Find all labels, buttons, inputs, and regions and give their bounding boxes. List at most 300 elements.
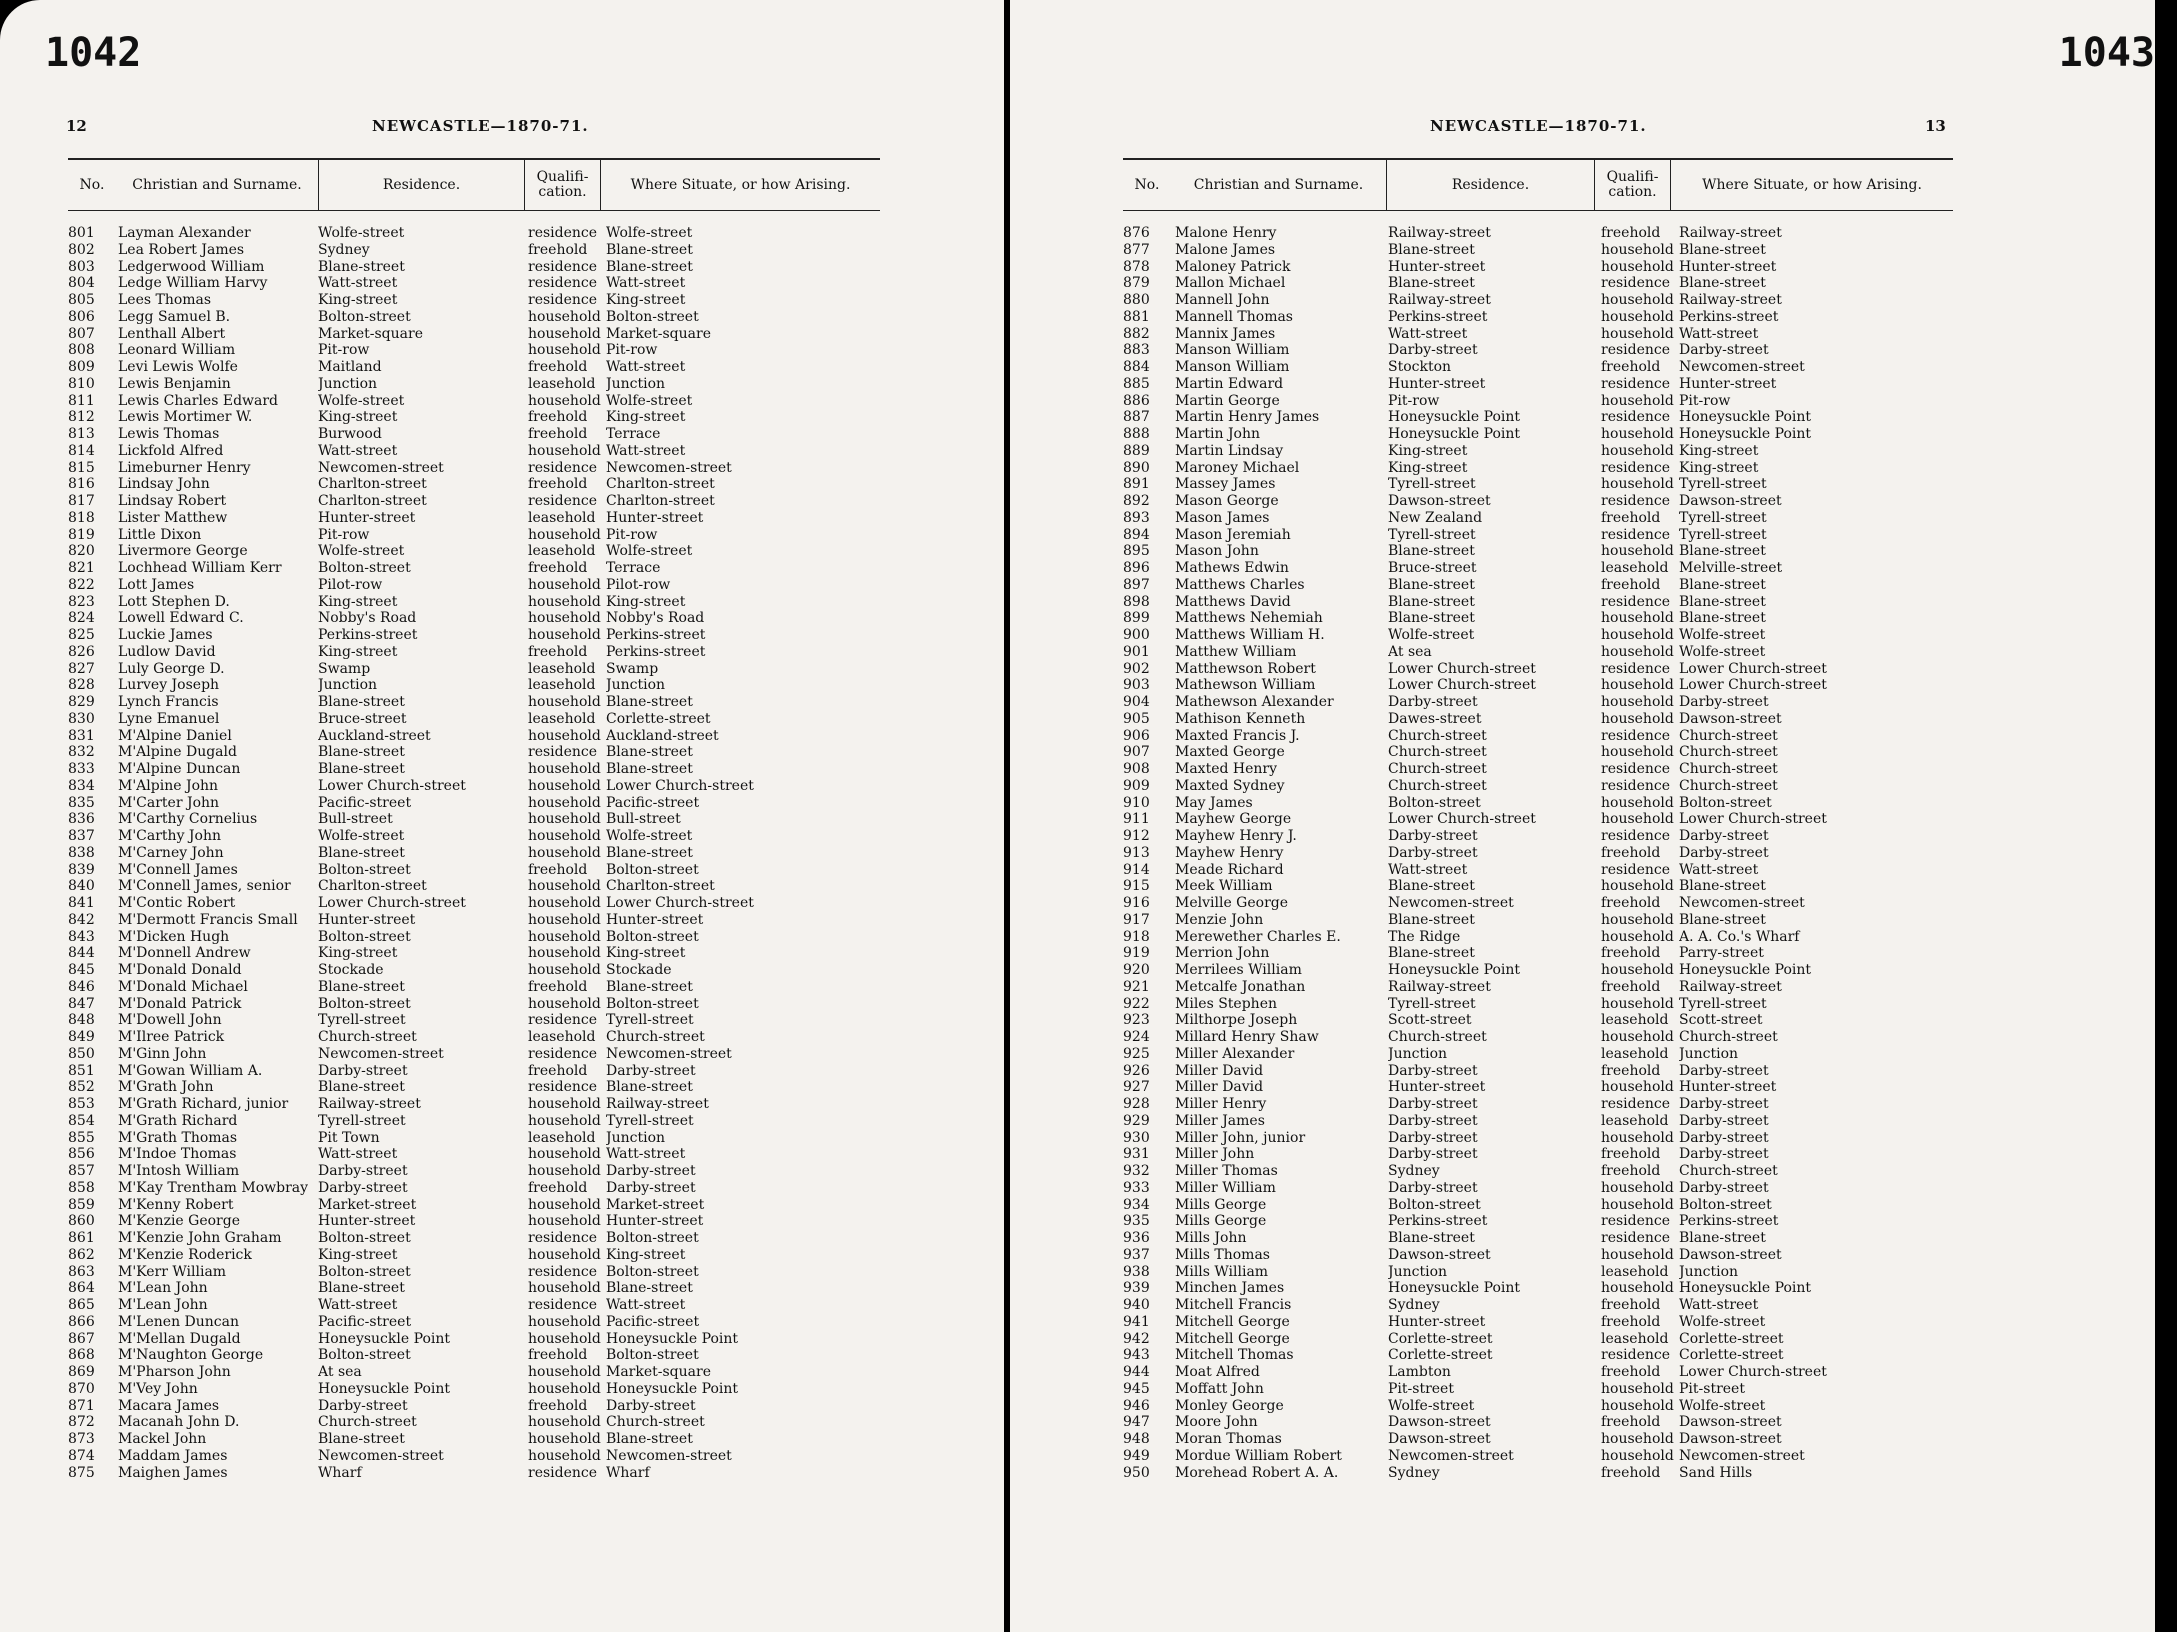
table-row [68,426,880,443]
qualification: household [528,392,601,409]
where-situate: Tyrell-street [1679,526,1767,543]
qualification: household [1601,1447,1674,1464]
voter-name: Miller James [1175,1112,1265,1129]
voter-name: Mitchell Francis [1175,1297,1292,1313]
residence: Dawson-street [1388,1414,1491,1431]
where-situate: Pacific-street [606,1313,700,1330]
table-row [68,1431,880,1448]
residence: Hunter-street [1388,1079,1486,1096]
voter-name: Lewis Charles Edward [118,392,279,409]
where-situate: Watt-street [606,442,686,459]
qualification: freehold [528,476,588,493]
row-number: 932 [1123,1163,1150,1179]
qualification: household [1601,744,1674,761]
voter-name: Maxted Henry [1175,761,1278,777]
qualification: household [528,811,601,828]
where-situate: Charlton-street [606,476,715,493]
voter-name: Martin John [1175,426,1261,442]
voter-name: Ludlow David [118,643,216,660]
residence: Darby-street [1388,342,1478,359]
table-row [1123,1364,1953,1381]
voter-name: Mannell Thomas [1175,308,1293,325]
residence: Scott-street [1388,1012,1472,1029]
where-situate: Blane-street [1679,275,1766,292]
voter-name: M'Grath Richard, junior [118,1096,289,1112]
row-number: 938 [1123,1263,1150,1280]
table-row [1123,476,1953,493]
voter-name: M'Carthy Cornelius [118,811,258,828]
residence: Blane-street [1388,1230,1475,1246]
table-row [68,1398,880,1415]
row-number: 834 [68,777,95,794]
residence: Dawson-street [1388,1246,1491,1263]
where-situate: Darby-street [606,1179,696,1196]
where-situate: Pilot-row [606,576,671,593]
qualification: freehold [1601,576,1661,593]
residence: New Zealand [1388,509,1483,526]
where-situate: Church-street [1679,777,1778,794]
where-situate: Scott-street [1679,1012,1763,1029]
row-number: 817 [68,493,95,509]
residence: Wolfe-street [318,828,405,844]
qualification: residence [528,1012,598,1029]
qualification: household [528,342,601,359]
table-row [68,309,880,326]
row-number: 866 [68,1313,95,1330]
qualification: household [1601,543,1674,560]
qualification: freehold [528,1347,588,1364]
where-situate: Darby-street [606,1062,696,1079]
residence: Wolfe-street [318,543,405,560]
voter-name: M'Kenny Robert [118,1196,234,1213]
table-row [68,1264,880,1281]
residence: Newcomen-street [1388,1447,1514,1464]
table-row [68,1197,880,1214]
table-row [68,1230,880,1247]
table-row [1123,1096,1953,1113]
residence: Church-street [1388,727,1487,744]
where-situate: Railway-street [1679,292,1782,308]
residence: Darby-street [1388,844,1478,861]
where-situate: Wolfe-street [606,543,693,560]
row-number: 944 [1123,1364,1150,1380]
residence: Church-street [1388,744,1487,761]
voter-name: Moran Thomas [1175,1431,1282,1447]
residence: Market-square [318,325,423,342]
where-situate: Parry-street [1679,945,1764,962]
qualification: freehold [1601,509,1661,526]
row-number: 857 [68,1163,95,1179]
qualification: freehold [528,426,588,442]
row-number: 915 [1123,878,1150,895]
where-situate: King-street [606,945,686,962]
qualification: freehold [1601,1062,1661,1079]
voter-name: Miller David [1175,1062,1264,1079]
table-row [68,1247,880,1264]
row-number: 931 [1123,1146,1150,1163]
voter-table [68,158,880,1481]
voter-name: M'Contic Robert [118,895,236,911]
row-number: 894 [1123,526,1150,543]
row-number: 810 [68,375,95,392]
table-row [68,342,880,359]
row-number: 863 [68,1263,95,1280]
residence: Maitland [318,359,382,375]
table-row [68,1314,880,1331]
residence: Pit-row [1388,392,1440,409]
where-situate: Church-street [1679,1029,1778,1045]
where-situate: Lower Church-street [1679,811,1827,828]
residence: King-street [318,409,398,426]
table-row [1123,627,1953,644]
voter-name: Miller John [1175,1146,1255,1163]
where-situate: Honeysuckle Point [606,1380,738,1397]
row-number: 946 [1123,1397,1150,1414]
voter-name: M'Donald Patrick [118,995,242,1012]
where-situate: Auckland-street [606,727,719,744]
where-situate: Newcomen-street [606,459,732,476]
voter-table [1123,158,1953,1481]
row-number: 873 [68,1431,95,1447]
table-row [68,577,880,594]
residence: Blane-street [1388,945,1475,962]
voter-name: Lyne Emanuel [118,710,220,727]
where-situate: Blane-street [1679,593,1766,610]
qualification: leasehold [528,710,596,727]
residence: Railway-street [1388,225,1491,241]
where-situate: Watt-street [1679,1297,1759,1313]
qualification: household [1601,962,1674,978]
residence: Newcomen-street [318,1447,444,1464]
voter-name: Leonard William [118,342,236,359]
row-number: 893 [1123,509,1150,526]
page-title: NEWCASTLE—1870-71. [1430,117,1647,135]
voter-name: Miller David [1175,1079,1264,1096]
voter-name: Monley George [1175,1397,1284,1414]
where-situate: Corlette-street [606,710,711,727]
row-number: 900 [1123,627,1150,643]
where-situate: Blane-street [606,241,693,258]
qualification: household [1601,643,1674,660]
row-number: 882 [1123,325,1150,342]
qualification: household [1601,694,1674,710]
row-number: 925 [1123,1045,1150,1062]
residence: Blane-street [318,1280,405,1297]
table-row [68,1414,880,1431]
voter-name: Menzie John [1175,911,1264,928]
row-number: 846 [68,978,95,995]
qualification: freehold [528,409,588,426]
table-row [1123,979,1953,996]
folio-number: 1043 [2058,30,2155,76]
where-situate: Bolton-street [606,995,699,1012]
qualification: freehold [1601,1146,1661,1163]
row-number: 840 [68,878,95,895]
where-situate: Blane-street [606,1280,693,1297]
table-row [68,627,880,644]
voter-name: M'Dermott Francis Small [118,911,298,928]
voter-name: Mills John [1175,1230,1247,1246]
residence: Wolfe-street [1388,1397,1475,1414]
table-row [68,560,880,577]
qualification: residence [528,1079,598,1096]
table-row [68,761,880,778]
qualification: residence [528,459,598,476]
residence: Hunter-street [318,1213,416,1230]
row-number: 937 [1123,1246,1150,1263]
where-situate: Charlton-street [606,493,715,509]
qualification: household [1601,878,1674,895]
residence: Honeysuckle Point [1388,409,1520,426]
qualification: residence [1601,777,1671,794]
table-row [1123,510,1953,527]
row-number: 910 [1123,794,1150,811]
row-number: 819 [68,526,95,543]
row-number: 841 [68,895,95,911]
qualification: freehold [1601,844,1661,861]
row-number: 890 [1123,459,1150,476]
residence: Darby-street [318,1397,408,1414]
row-number: 913 [1123,844,1150,861]
residence: Railway-street [318,1096,421,1112]
residence: At sea [1388,643,1432,660]
residence: Blane-street [318,744,405,761]
row-number: 920 [1123,962,1150,978]
where-situate: Market-street [606,1196,705,1213]
residence: Darby-street [1388,1062,1478,1079]
row-number: 878 [1123,258,1150,275]
residence: Perkins-street [1388,308,1488,325]
voter-name: Matthews David [1175,593,1291,610]
row-number: 855 [68,1129,95,1146]
voter-name: M'Ginn John [118,1045,207,1062]
voter-name: M'Alpine Daniel [118,727,232,744]
where-situate: Blane-street [606,744,693,761]
row-number: 838 [68,844,95,861]
table-row [68,409,880,426]
voter-name: M'Indoe Thomas [118,1146,237,1163]
row-number: 917 [1123,911,1150,928]
residence: Tyrell-street [1388,995,1476,1012]
row-number: 832 [68,744,95,761]
qualification: household [528,694,601,710]
residence: Hunter-street [1388,258,1486,275]
where-situate: Stockade [606,962,672,978]
table-row [1123,945,1953,962]
voter-name: Livermore George [118,543,248,560]
table-row [1123,1230,1953,1247]
table-row [68,292,880,309]
qualification: freehold [1601,1297,1661,1313]
residence: Bolton-street [318,928,411,945]
qualification: leasehold [1601,560,1669,576]
residence: Darby-street [1388,1112,1478,1129]
row-number: 948 [1123,1431,1150,1447]
table-row [1123,1163,1953,1180]
where-situate: Blane-street [1679,543,1766,560]
qualification: household [1601,308,1674,325]
where-situate: Watt-street [1679,325,1759,342]
table-row [1123,778,1953,795]
voter-name: Melville George [1175,895,1289,911]
where-situate: Tyrell-street [606,1112,694,1129]
residence: Tyrell-street [318,1012,406,1029]
qualification: residence [528,1045,598,1062]
qualification: household [528,911,601,928]
row-number: 813 [68,426,95,442]
table-row [1123,342,1953,359]
voter-name: M'Intosh William [118,1163,240,1179]
row-number: 898 [1123,593,1150,610]
qualification: residence [1601,1230,1671,1246]
row-number: 892 [1123,493,1150,509]
residence: Lower Church-street [1388,660,1536,677]
row-number: 871 [68,1397,95,1414]
row-number: 849 [68,1029,95,1045]
row-number: 940 [1123,1297,1150,1313]
qualification: freehold [1601,895,1661,911]
table-row [1123,694,1953,711]
row-number: 830 [68,710,95,727]
residence: Watt-street [318,1297,398,1313]
qualification: residence [1601,526,1671,543]
row-number: 883 [1123,342,1150,359]
table-row [68,259,880,276]
table-row [68,1096,880,1113]
voter-name: M'Donald Donald [118,962,242,978]
residence: Swamp [318,660,371,677]
qualification: household [528,1280,601,1297]
voter-name: Matthews William H. [1175,627,1325,643]
page-number: 12 [66,117,87,135]
qualification: residence [1601,861,1671,878]
voter-name: Mitchell Thomas [1175,1347,1294,1364]
voter-name: Mason Jeremiah [1175,526,1291,543]
residence: Blane-street [1388,593,1475,610]
row-number: 936 [1123,1230,1150,1246]
voter-name: Miller Henry [1175,1096,1267,1112]
voter-name: Little Dixon [118,526,202,543]
where-situate: Church-street [606,1029,705,1045]
voter-name: Merewether Charles E. [1175,928,1341,945]
qualification: residence [1601,727,1671,744]
where-situate: Watt-street [1679,861,1759,878]
where-situate: Corlette-street [1679,1347,1784,1364]
row-number: 845 [68,962,95,978]
voter-name: M'Alpine John [118,777,219,794]
voter-name: Mathewson William [1175,677,1316,694]
table-row [68,912,880,929]
table-row [1123,929,1953,946]
qualification: leasehold [528,509,596,526]
table-row [1123,1381,1953,1398]
residence: Darby-street [1388,1096,1478,1112]
voter-name: Minchen James [1175,1280,1285,1297]
table-row [68,460,880,477]
residence: Watt-street [318,275,398,292]
qualification: residence [1601,660,1671,677]
where-situate: Bolton-street [606,1230,699,1246]
residence: Bolton-street [318,560,411,576]
qualification: household [1601,1397,1674,1414]
qualification: household [528,593,601,610]
residence: Blane-street [1388,576,1475,593]
table-row [68,443,880,460]
residence: Bolton-street [1388,1196,1481,1213]
voter-name: M'Lean John [118,1280,208,1297]
row-number: 903 [1123,677,1150,694]
table-row [1123,1448,1953,1465]
table-row [1123,996,1953,1013]
qualification: freehold [528,1062,588,1079]
qualification: household [528,1096,601,1112]
qualification: freehold [1601,359,1661,375]
row-number: 891 [1123,476,1150,493]
voter-name: M'Vey John [118,1380,198,1397]
table-row [1123,560,1953,577]
voter-name: M'Dicken Hugh [118,928,230,945]
voter-name: May James [1175,794,1253,811]
qualification: residence [1601,375,1671,392]
row-number: 867 [68,1330,95,1347]
where-situate: Perkins-street [606,627,706,643]
qualification: residence [528,1263,598,1280]
row-number: 821 [68,560,95,576]
voter-name: Mills George [1175,1213,1267,1230]
table-row [68,225,880,242]
where-situate: Wolfe-street [1679,1313,1766,1330]
row-number: 935 [1123,1213,1150,1230]
where-situate: Hunter-street [606,1213,704,1230]
where-situate: King-street [606,409,686,426]
residence: Pit Town [318,1129,380,1146]
table-row [68,979,880,996]
row-number: 837 [68,828,95,844]
where-situate: King-street [1679,442,1759,459]
qualification: household [528,1146,601,1163]
where-situate: Lower Church-street [1679,1364,1827,1380]
table-row [68,895,880,912]
qualification: household [528,995,601,1012]
row-number: 865 [68,1297,95,1313]
table-row [1123,1113,1953,1130]
table-body [68,225,880,1481]
row-number: 929 [1123,1112,1150,1129]
voter-name: M'Kenzie Roderick [118,1246,252,1263]
qualification: household [1601,241,1674,258]
qualification: freehold [1601,1163,1661,1179]
residence: Tyrell-street [318,1112,406,1129]
residence: King-street [1388,459,1468,476]
residence: Market-street [318,1196,417,1213]
header-no: No. [1134,176,1160,193]
qualification: household [1601,1380,1674,1397]
qualification: freehold [528,241,588,258]
table-row [1123,1347,1953,1364]
table-row [1123,677,1953,694]
residence: Junction [318,677,378,694]
where-situate: Watt-street [606,1146,686,1163]
row-number: 912 [1123,828,1150,844]
where-situate: Watt-street [606,275,686,292]
residence: Darby-street [318,1179,408,1196]
folio-number: 1042 [45,30,142,76]
residence: Wolfe-street [318,392,405,409]
voter-name: M'Alpine Duncan [118,761,241,777]
residence: King-street [318,593,398,610]
where-situate: Hunter-street [1679,258,1777,275]
where-situate: Honeysuckle Point [1679,962,1811,978]
